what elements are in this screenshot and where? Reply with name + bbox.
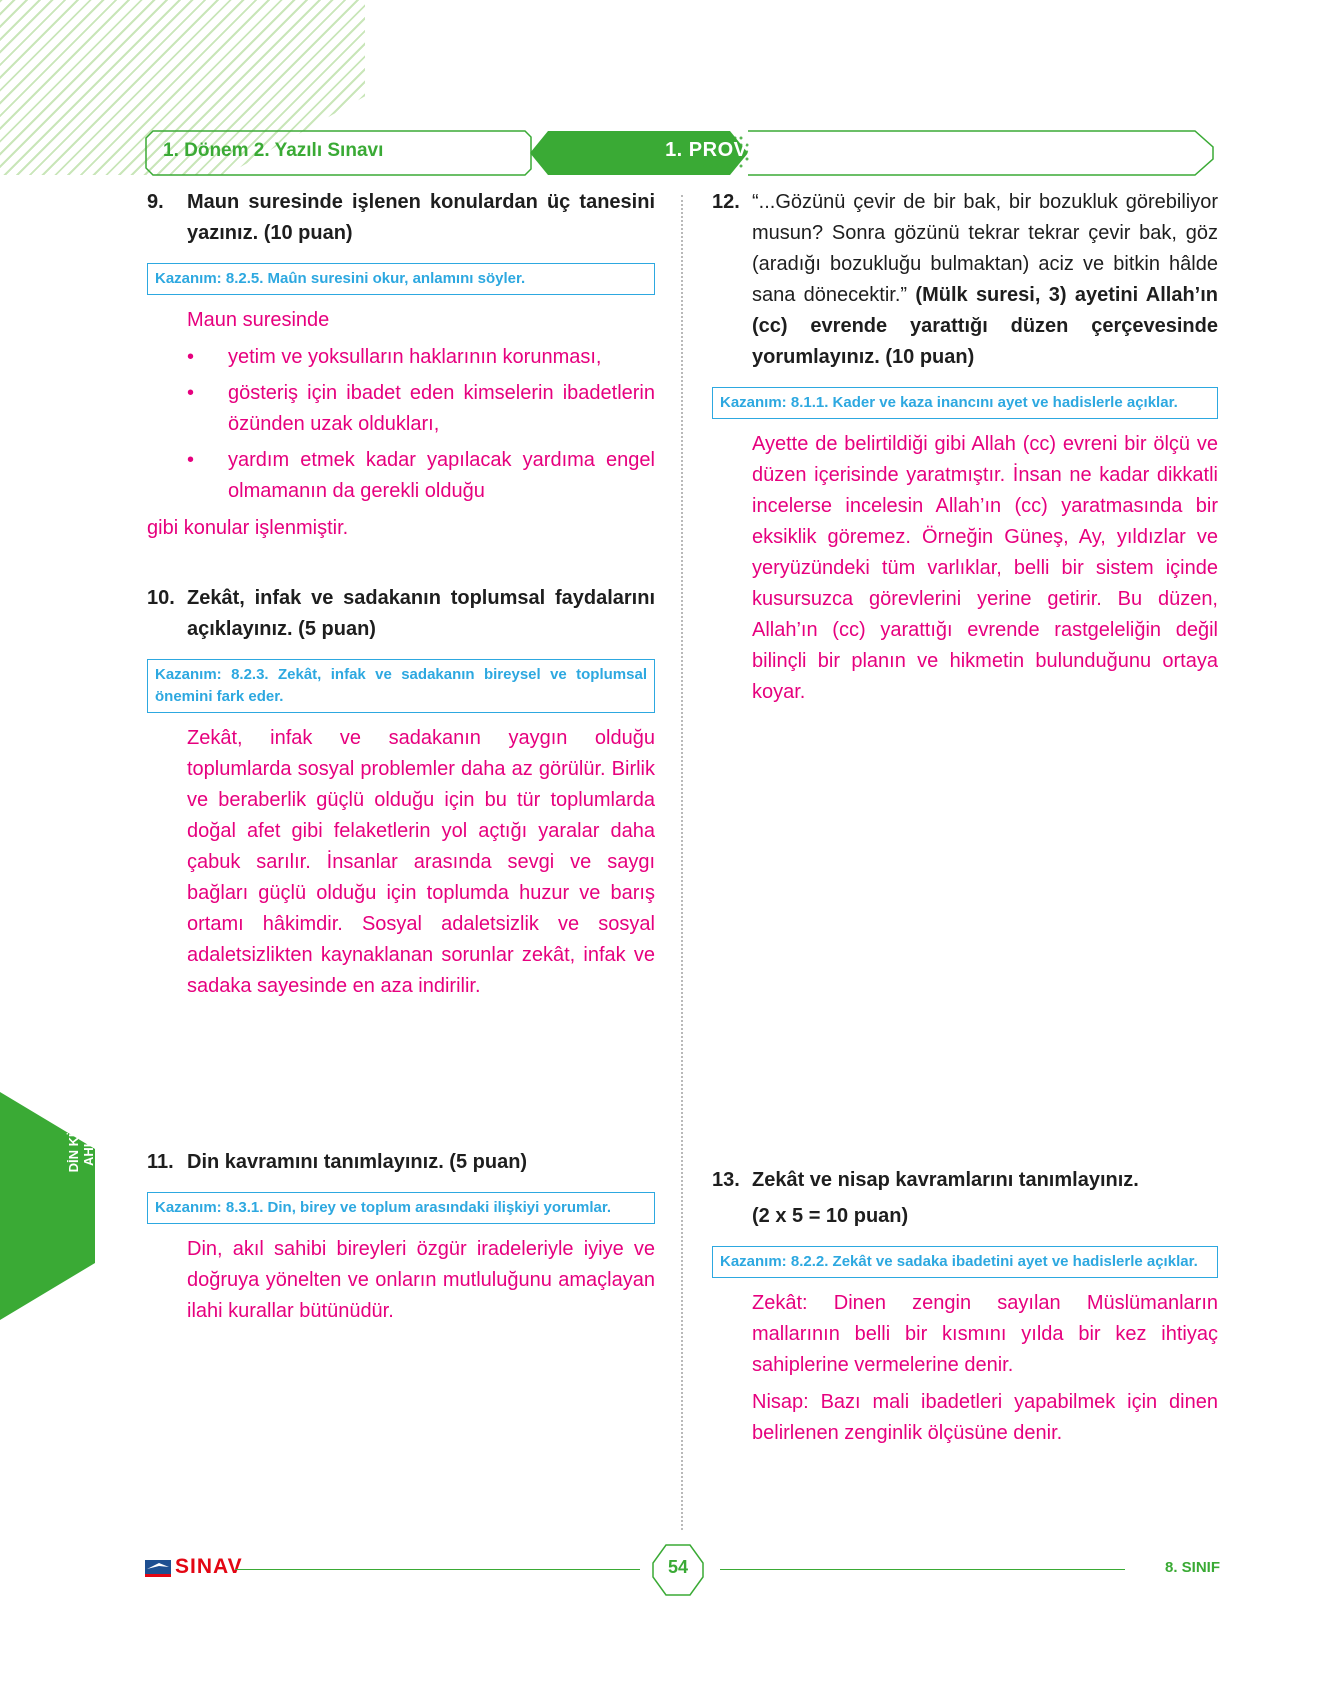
question-instruction: (Mülk suresi, 3) ayetini Allah’ın (cc) evrende yarattığı düzen çerçevesinde yorumlayınız. (10 puan) [752,284,1218,368]
answer: Zekât, infak ve sadakanın yaygın olduğu toplumlarda sosyal problemler daha az görülür. Birlik ve beraberlik güçlü olduğu için bu tür toplumlarda doğal afet gibi felaketlerin yol açtığı yaralar daha çabuk sarılır. İnsanlar arasında sevgi ve saygı bağları güçlü olduğu için toplumda huzur ve barış ortamı hâkimdir. Sosyal adaletsizlik ve sosyal adaletsizlikten kaynaklanan sorunlar zekât, infak ve sadaka sayesinde en aza indirilir. [187,727,655,997]
kazanim-box: Kazanım: 8.2.3. Zekât, infak ve sadakanın bireysel ve toplumsal önemini fark eder. [147,659,655,713]
question-points: (2 x 5 = 10 puan) [752,1205,909,1227]
prova-label: 1. PROVA [665,139,761,161]
subject-label-line2: AHLAK BİLGİSİ [81,1069,96,1167]
question-text [752,187,1218,373]
exam-title: 1. Dönem 2. Yazılı Sınavı [163,140,384,161]
question-number: 13. [712,1169,740,1191]
footer-line-right [720,1569,1125,1570]
logo-text: SINAV [175,1555,243,1578]
question-text: Maun suresinde işlenen konulardan üç tanesini yazınız. (10 puan) [187,191,655,244]
footer-line-left [235,1569,640,1570]
answer-outro: gibi konular işlenmiştir. [147,517,349,539]
list-item: • yardım etmek kadar yapılacak yardıma engel olmamanın da gerekli olduğu [187,445,655,507]
question-9 [147,187,655,550]
answer-intro: Maun suresinde [187,309,330,331]
answer [147,305,655,544]
question-text: Din kavramını tanımlayınız. (5 puan) [187,1151,528,1173]
answer [752,1288,1218,1449]
question-11 [147,1147,655,1327]
subject-label-line1: DİN KÜLTÜRÜ VE [66,1063,81,1173]
question-number: 12. [712,191,740,213]
question-12 [712,187,1218,708]
kazanim-box: Kazanım: 8.2.5. Maûn suresini okur, anlamını söyler. [147,263,655,295]
question-10 [147,583,655,1002]
list-item: • yetim ve yoksulların haklarının korunması, [187,342,655,373]
question-number: 11. [147,1151,174,1173]
question-number: 10. [147,587,175,609]
answer-zekat: Zekât: Dinen zengin sayılan Müslümanların mallarının belli bir kısmını yılda bir kez ihtiyaç sahiplerine vermelerine denir. [752,1292,1218,1376]
logo-mark-icon [145,1557,173,1579]
question-text: Zekât, infak ve sadakanın toplumsal faydalarını açıklayınız. (5 puan) [187,587,655,640]
page-number: 54 [667,1557,689,1577]
question-number: 9. [147,191,164,213]
kazanim-box: Kazanım: 8.3.1. Din, birey ve toplum arasındaki ilişkiyi yorumlar. [147,1192,655,1224]
answer-nisap: Nisap: Bazı mali ibadetleri yapabilmek için dinen belirlenen zenginlik ölçüsüne denir. [752,1391,1218,1444]
answer: Ayette de belirtildiği gibi Allah (cc) evreni bir ölçü ve düzen içerisinde yaratmıştır. İnsan ne kadar dikkatli incelerse incelesin Allah’ın (cc) yaratmasında bir eksiklik göremez. Örneğin Güneş, Ay, yıldızlar ve yeryüzündeki tüm varlıklar, belli bir sistem içinde kusursuzca görevlerini yerine getirir. Bu düzen, Allah’ın (cc) yarattığı evrende rastgeleliğin değil bilinçli bir planın ve hikmetin bulunduğunu ortaya koyar. [752,433,1218,703]
page-header [145,130,1215,176]
subject-label [66,1048,96,1188]
ayet-quote: “...Gözünü çevir de bir bak, bir bozukluk görebiliyor musun? Sonra gözünü tekrar tekrar çevir bak, göz (aradığı bozukluğu bulmaktan) aciz ve bitkin hâlde sana dönecektir.” [752,191,1218,306]
answer: Din, akıl sahibi bireyleri özgür iradeleriyle iyiye ve doğruya yönelten ve onların mutluluğunu amaçlayan ilahi kurallar bütünüdür. [187,1238,655,1322]
column-divider [681,195,683,1530]
page-footer [145,1545,1220,1605]
grade-label: 8. SINIF [1164,1559,1220,1576]
list-item: • gösteriş için ibadet eden kimselerin ibadetlerin özünden uzak oldukları, [187,378,655,440]
answer-bullets [187,342,655,507]
question-13 [712,1165,1218,1455]
kazanim-box: Kazanım: 8.2.2. Zekât ve sadaka ibadetini ayet ve hadislerle açıklar. [712,1246,1218,1278]
kazanim-box: Kazanım: 8.1.1. Kader ve kaza inancını ayet ve hadislerle açıklar. [712,387,1218,419]
question-text: Zekât ve nisap kavramlarını tanımlayınız. [752,1169,1139,1191]
